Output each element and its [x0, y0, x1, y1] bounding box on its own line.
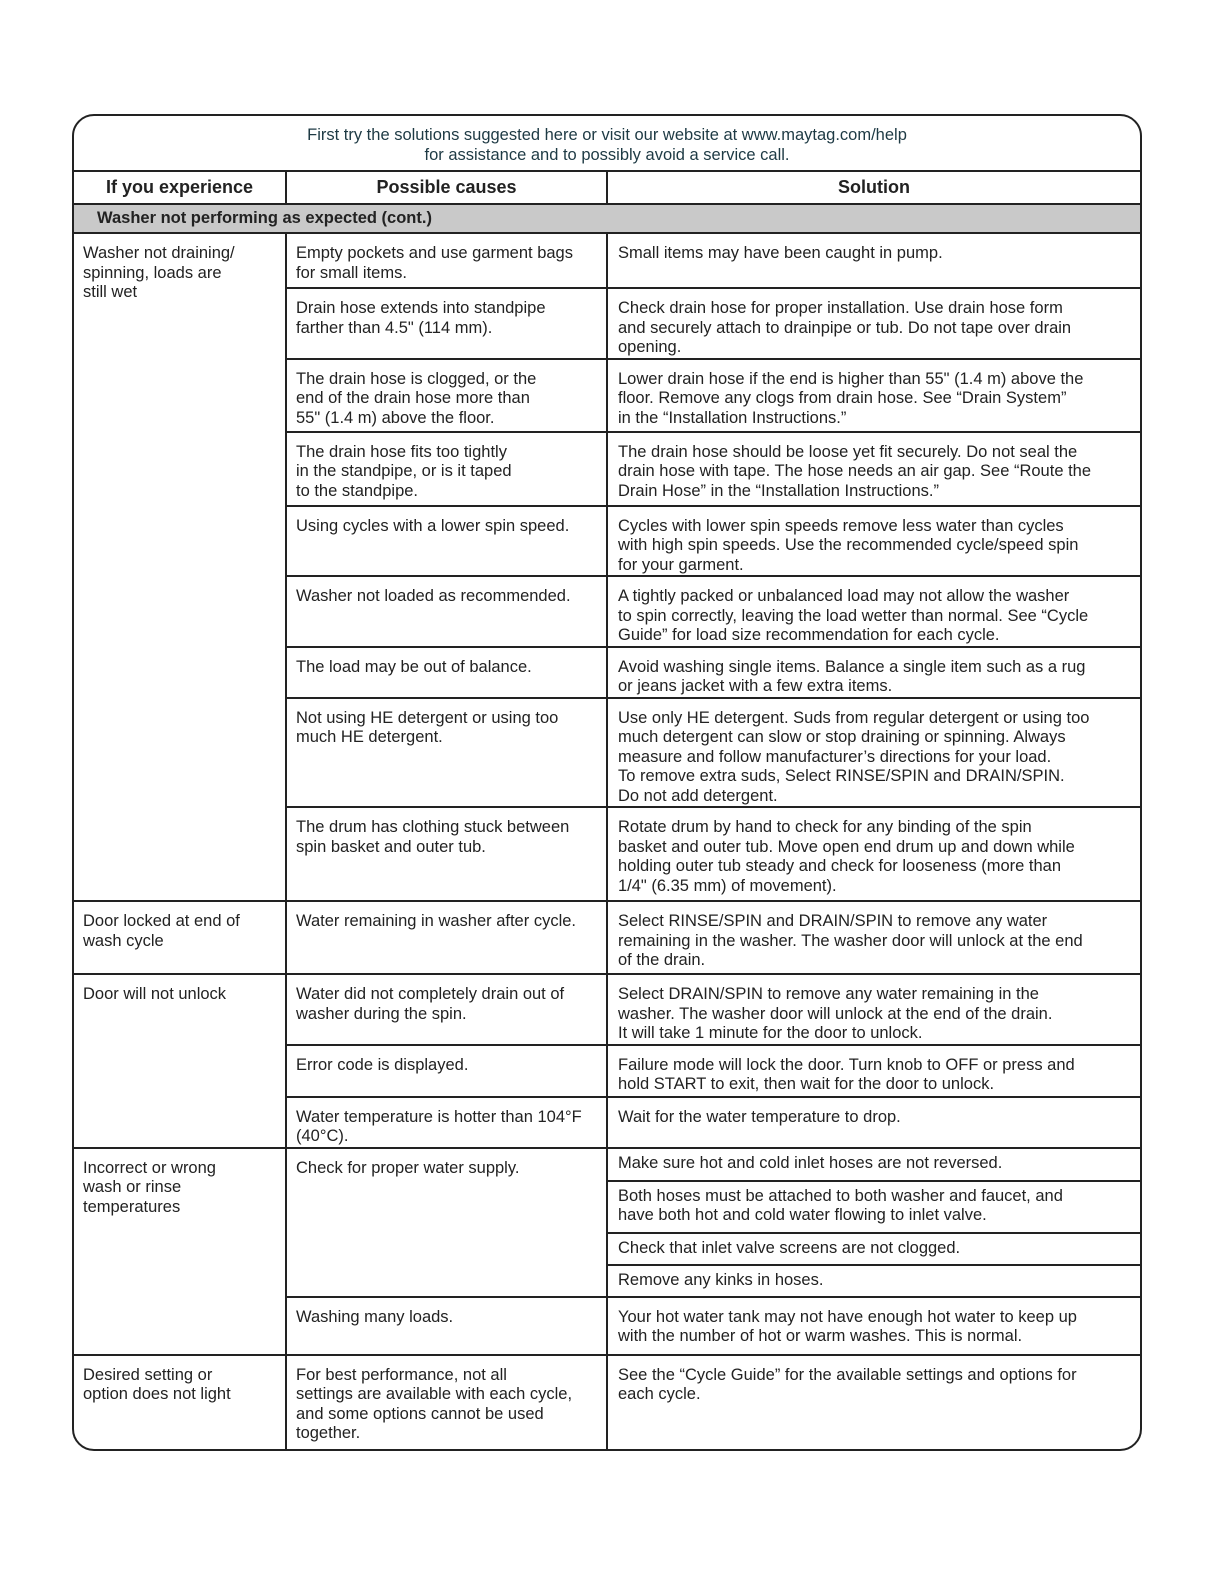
cause-cell: Drain hose extends into standpipe farther than 4.5" (114 mm).: [286, 288, 607, 359]
solution-cell: Remove any kinks in hoses.: [607, 1265, 1140, 1297]
section-title: Washer not performing as expected (cont.): [74, 204, 1140, 233]
solution-cell: Avoid washing single items. Balance a single item such as a rug or jeans jacket with a few extra items.: [607, 647, 1140, 698]
table-row: [74, 233, 1140, 288]
section-row: [74, 204, 1140, 233]
cause-cell: Washing many loads.: [286, 1297, 607, 1355]
cause-cell: Using cycles with a lower spin speed.: [286, 506, 607, 577]
solution-cell: Check that inlet valve screens are not clogged.: [607, 1233, 1140, 1265]
experience-cell: Door locked at end of wash cycle: [74, 901, 286, 974]
solution-cell: Failure mode will lock the door. Turn knob to OFF or press and hold START to exit, then wait for the door to unlock.: [607, 1045, 1140, 1097]
cause-cell: Water remaining in washer after cycle.: [286, 901, 607, 974]
cause-cell: Empty pockets and use garment bags for small items.: [286, 233, 607, 288]
solution-cell: Check drain hose for proper installation. Use drain hose form and securely attach to drainpipe or tub. Do not tape over drain opening.: [607, 288, 1140, 359]
solution-cell: Rotate drum by hand to check for any binding of the spin basket and outer tub. Move open end drum up and down while holding outer tub steady and check for looseness (more than 1/4" (6.35 mm) of movement).: [607, 807, 1140, 901]
cause-cell: Check for proper water supply.: [286, 1148, 607, 1297]
solution-cell: Cycles with lower spin speeds remove less water than cycles with high spin speeds. Use the recommended cycle/speed spin for your garment.: [607, 506, 1140, 577]
cause-cell: Washer not loaded as recommended.: [286, 576, 607, 647]
solution-cell: Select RINSE/SPIN and DRAIN/SPIN to remove any water remaining in the washer. The washer door will unlock at the end of the drain.: [607, 901, 1140, 974]
cause-cell: The drain hose is clogged, or the end of the drain hose more than 55" (1.4 m) above the floor.: [286, 359, 607, 432]
cause-cell: The drain hose fits too tightly in the standpipe, or is it taped to the standpipe.: [286, 432, 607, 506]
cause-cell: Not using HE detergent or using too much HE detergent.: [286, 698, 607, 808]
header-experience: If you experience: [74, 171, 286, 204]
experience-cell: Washer not draining/ spinning, loads are still wet: [74, 233, 286, 901]
intro-row: [74, 116, 1140, 171]
intro-text: [74, 116, 1140, 171]
experience-cell: Desired setting or option does not light: [74, 1355, 286, 1449]
solution-cell: See the “Cycle Guide” for the available settings and options for each cycle.: [607, 1355, 1140, 1449]
header-causes: Possible causes: [286, 171, 607, 204]
solution-cell: The drain hose should be loose yet fit securely. Do not seal the drain hose with tape. The hose needs an air gap. See “Route the Drain Hose” in the “Installation Instructions.”: [607, 432, 1140, 506]
solution-cell: Select DRAIN/SPIN to remove any water remaining in the washer. The washer door will unlock at the end of the drain. It will take 1 minute for the door to unlock.: [607, 974, 1140, 1045]
cause-cell: Water did not completely drain out of washer during the spin.: [286, 974, 607, 1045]
header-solution: Solution: [607, 171, 1140, 204]
cause-cell: Error code is displayed.: [286, 1045, 607, 1097]
table-row: [74, 974, 1140, 1045]
solution-cell: Small items may have been caught in pump.: [607, 233, 1140, 288]
cause-cell: For best performance, not all settings are available with each cycle, and some options cannot be used together.: [286, 1355, 607, 1449]
experience-cell: Incorrect or wrong wash or rinse temperatures: [74, 1148, 286, 1355]
solution-cell: Wait for the water temperature to drop.: [607, 1097, 1140, 1148]
solution-cell: Your hot water tank may not have enough hot water to keep up with the number of hot or warm washes. This is normal.: [607, 1297, 1140, 1355]
solution-cell: Both hoses must be attached to both washer and faucet, and have both hot and cold water flowing to inlet valve.: [607, 1181, 1140, 1233]
troubleshooting-table: [74, 116, 1140, 1449]
solution-cell: Use only HE detergent. Suds from regular detergent or using too much detergent can slow or stop draining or spinning. Always measure and follow manufacturer’s directions for your load. To remove extra suds, Select RINSE/SPIN and DRAIN/SPIN. Do not add detergent.: [607, 698, 1140, 808]
table-row: [74, 901, 1140, 974]
table-row: [74, 1148, 1140, 1181]
solution-cell: Make sure hot and cold inlet hoses are not reversed.: [607, 1148, 1140, 1181]
intro-line-2: for assistance and to possibly avoid a service call.: [424, 146, 790, 164]
solution-cell: A tightly packed or unbalanced load may not allow the washer to spin correctly, leaving the load wetter than normal. See “Cycle Guide” for load size recommendation for each cycle.: [607, 576, 1140, 647]
intro-line-1: First try the solutions suggested here or visit our website at www.maytag.com/help: [307, 126, 907, 144]
troubleshooting-table-frame: [72, 114, 1142, 1451]
experience-cell: Door will not unlock: [74, 974, 286, 1148]
cause-cell: The drum has clothing stuck between spin basket and outer tub.: [286, 807, 607, 901]
cause-cell: The load may be out of balance.: [286, 647, 607, 698]
table-row: [74, 1355, 1140, 1449]
solution-cell: Lower drain hose if the end is higher than 55" (1.4 m) above the floor. Remove any clogs from drain hose. See “Drain System” in the “Installation Instructions.”: [607, 359, 1140, 432]
cause-cell: Water temperature is hotter than 104°F (40°C).: [286, 1097, 607, 1148]
header-row: [74, 171, 1140, 204]
